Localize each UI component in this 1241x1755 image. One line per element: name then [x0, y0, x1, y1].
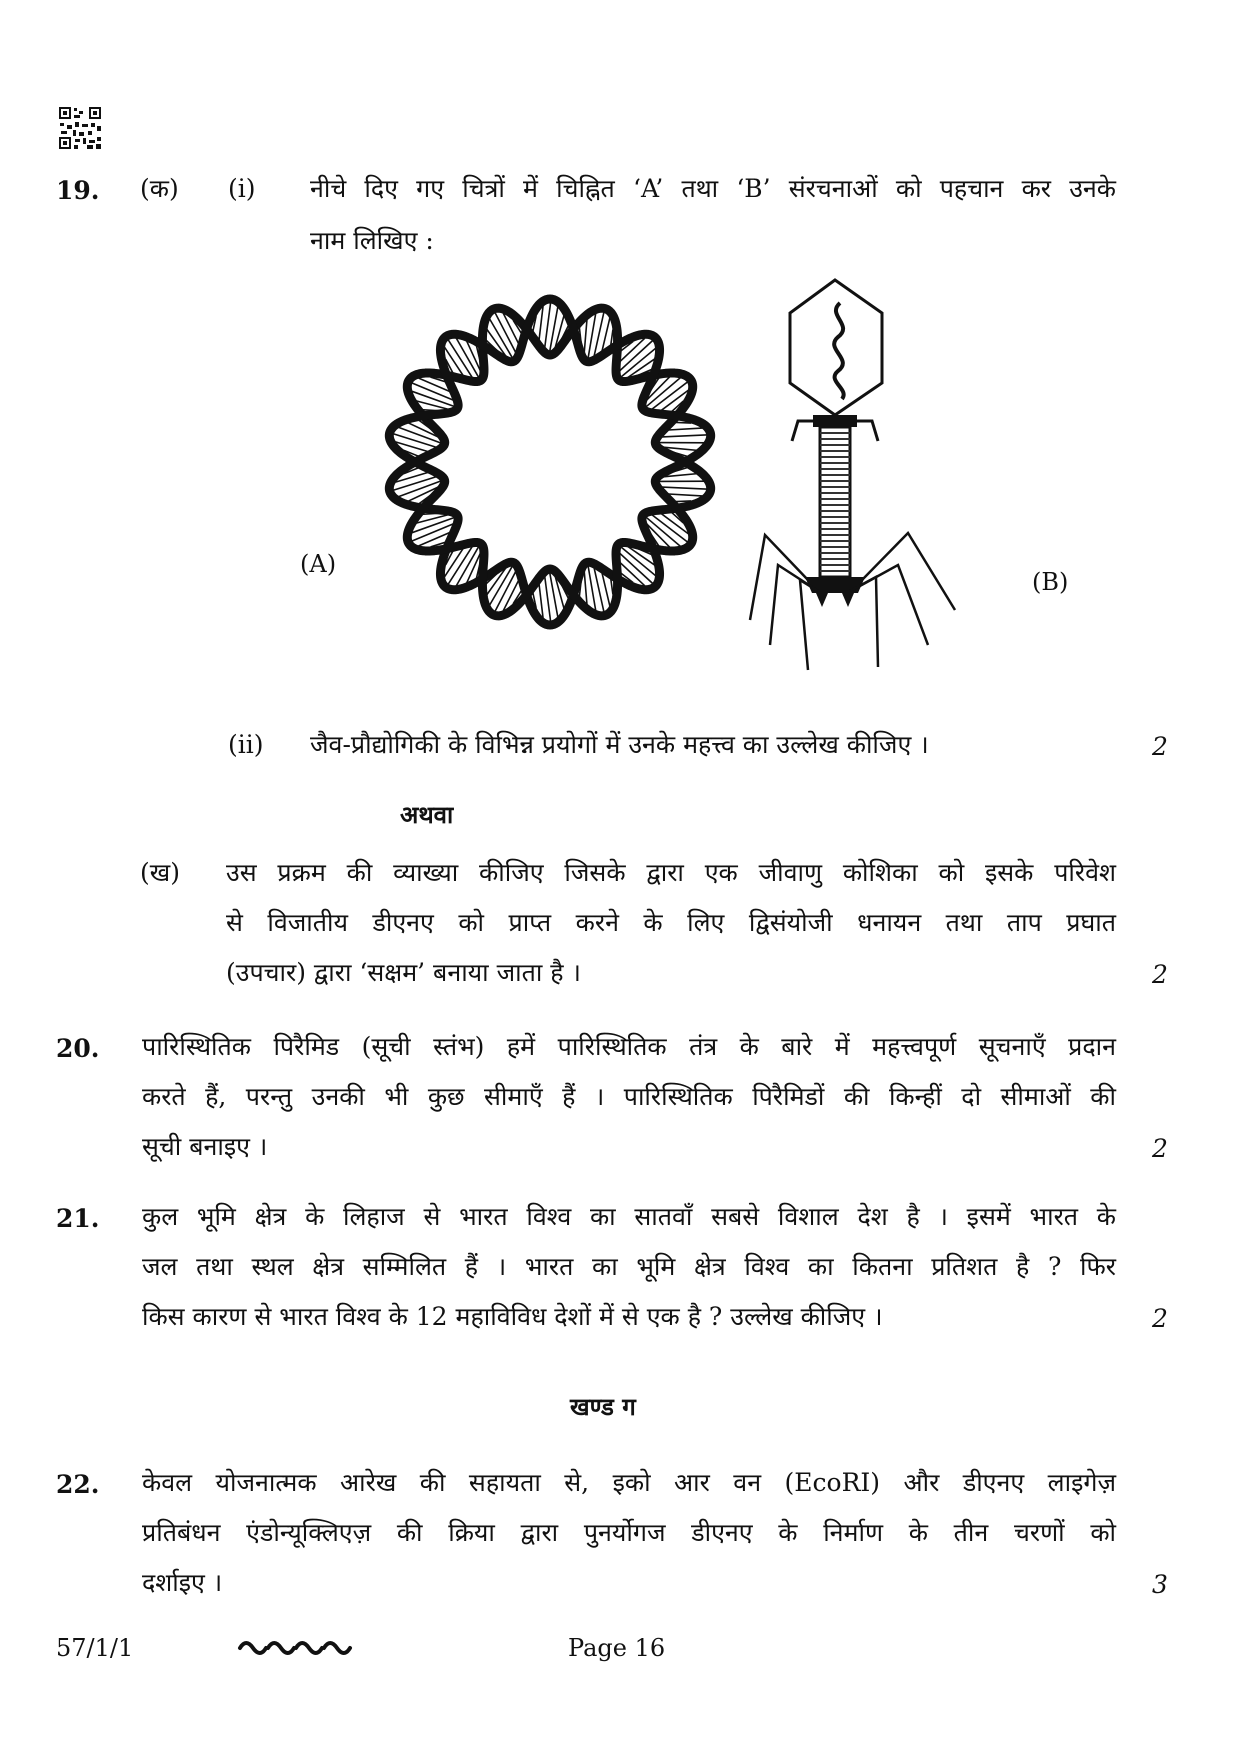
- q21-line3: किस कारण से भारत विश्व के 12 महाविविध देशों में से एक है ? उल्लेख कीजिए ।: [142, 1302, 883, 1331]
- q19-sub-ii-text: जैव-प्रौद्योगिकी के विभिन्न प्रयोगों में उनके महत्त्व का उल्लेख कीजिए ।: [310, 730, 929, 759]
- question-number-19: 19.: [56, 176, 100, 205]
- figure-label-a: (A): [300, 550, 337, 578]
- q20-line3: सूची बनाइए ।: [142, 1132, 268, 1161]
- q19-sub-ii-marks: 2: [1152, 732, 1168, 761]
- section-title: खण्ड ग: [570, 1392, 636, 1421]
- q22-line2: प्रतिबंधन एंडोन्यूक्लिएज़ की क्रिया द्वारा पुनर्योगज डीएनए के निर्माण के तीन चरणों को: [142, 1518, 1116, 1547]
- footer-code: 57/1/1: [56, 1634, 134, 1662]
- q20-marks: 2: [1152, 1134, 1168, 1163]
- q22-line3: दर्शाइए ।: [142, 1568, 223, 1597]
- q21-marks: 2: [1152, 1304, 1168, 1333]
- question-number-20: 20.: [56, 1034, 100, 1063]
- question-number-21: 21.: [56, 1204, 100, 1233]
- question-number-22: 22.: [56, 1470, 100, 1499]
- footer-page-number: Page 16: [568, 1634, 666, 1662]
- q19-part-a-label: (क): [140, 174, 179, 203]
- q19-sub-i-label: (i): [228, 174, 256, 203]
- q21-line1: कुल भूमि क्षेत्र के लिहाज से भारत विश्व का सातवाँ सबसे विशाल देश है । इसमें भारत के: [142, 1202, 1116, 1231]
- q19-sub-i-line1: नीचे दिए गए चित्रों में चिह्नित ‘A’ तथा ‘B’ संरचनाओं को पहचान कर उनके: [310, 174, 1116, 203]
- q19-part-b-line1: उस प्रक्रम की व्याख्या कीजिए जिसके द्वारा एक जीवाणु कोशिका को इसके परिवेश: [226, 858, 1116, 887]
- wave-ornament: [238, 1638, 354, 1654]
- figure-label-b: (B): [1032, 568, 1069, 596]
- q21-line2: जल तथा स्थल क्षेत्र सम्मिलित हैं । भारत का भूमि क्षेत्र विश्व का कितना प्रतिशत है ? फिर: [142, 1252, 1116, 1281]
- plasmid-dna-figure: [385, 290, 715, 635]
- q19-part-b-line3: (उपचार) द्वारा ‘सक्षम’ बनाया जाता है ।: [226, 958, 581, 987]
- bacteriophage-figure: [750, 275, 1020, 680]
- q20-line2: करते हैं, परन्तु उनकी भी कुछ सीमाएँ हैं । पारिस्थितिक पिरैमिडों की किन्हीं दो सीमाओं की: [142, 1082, 1116, 1111]
- q19-sub-i-line2: नाम लिखिए :: [310, 226, 434, 255]
- q20-line1: पारिस्थितिक पिरैमिड (सूची स्तंभ) हमें पारिस्थितिक तंत्र के बारे में महत्त्वपूर्ण सूचनाएँ प्रदान: [142, 1032, 1116, 1061]
- q19-part-b-line2: से विजातीय डीएनए को प्राप्त करने के लिए द्विसंयोजी धनायन तथा ताप प्रघात: [226, 908, 1116, 937]
- q19-part-b-marks: 2: [1152, 960, 1168, 989]
- q19-part-b-label: (ख): [140, 858, 180, 887]
- q22-marks: 3: [1152, 1570, 1168, 1599]
- qr-code: [58, 106, 102, 150]
- q22-line1: केवल योजनात्मक आरेख की सहायता से, इको आर वन (EcoRI) और डीएनए लाइगेज़: [142, 1468, 1116, 1497]
- q19-sub-ii-label: (ii): [228, 730, 264, 759]
- or-separator: अथवा: [400, 800, 454, 829]
